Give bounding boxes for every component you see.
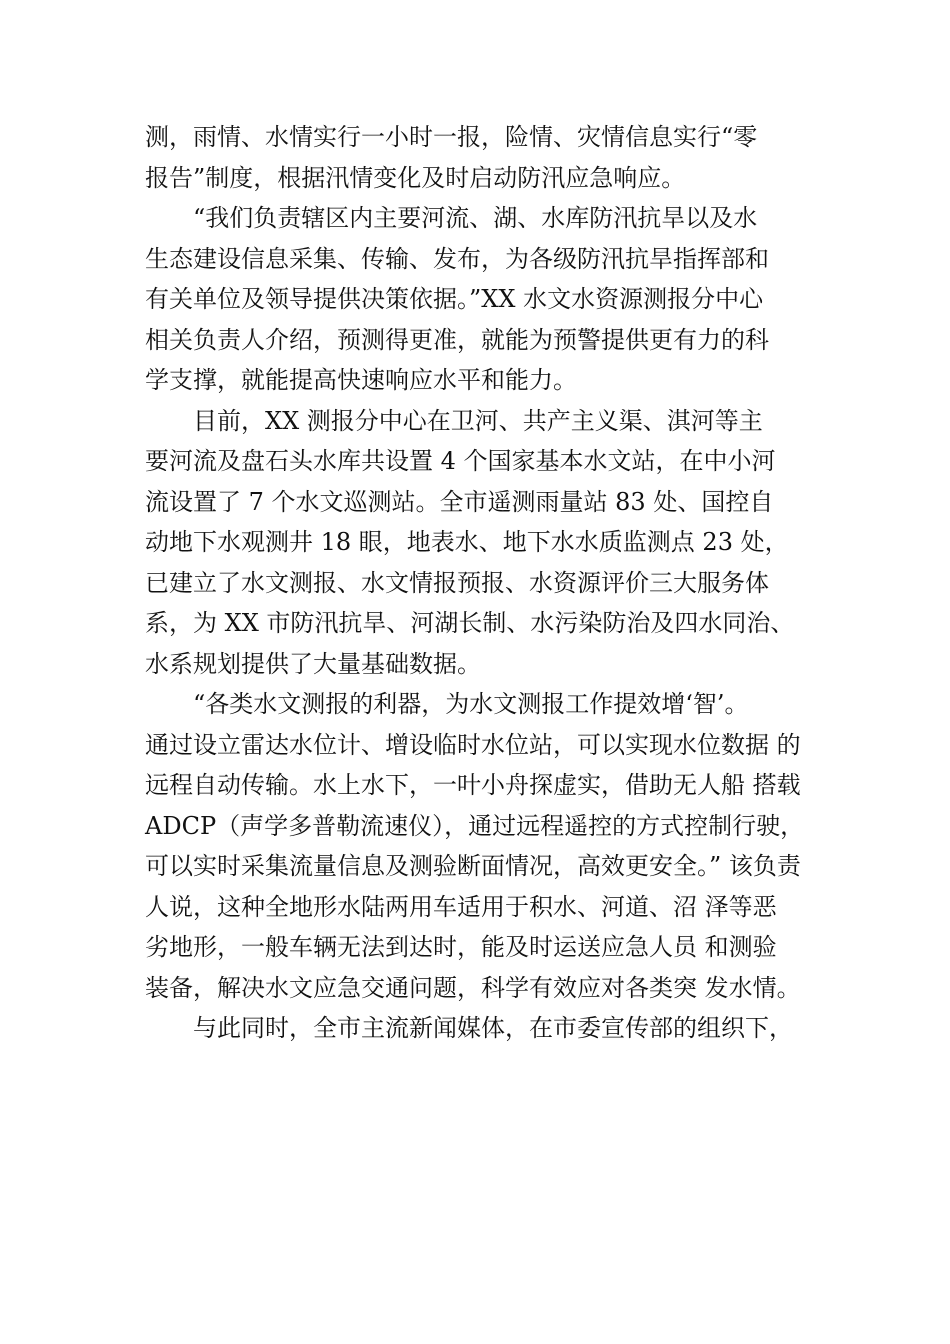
- text-line: 生态建设信息采集、传输、发布，为各级防汛抗旱指挥部和: [145, 244, 769, 273]
- text-line: ADCP（声学多普勒流速仪），通过远程遥控的方式控制行驶，: [145, 811, 805, 840]
- text-line: “各类水文测报的利器，为水文测报工作提效增‘智’。: [193, 690, 749, 718]
- text-line: 学支撑，就能提高快速响应水平和能力。: [145, 366, 577, 394]
- text-line: “我们负责辖区内主要河流、湖、水库防汛抗旱以及水: [193, 204, 758, 232]
- text-line: 流设置了 7 个水文巡测站。全市遥测雨量站 83 处、国控自: [145, 487, 774, 516]
- text-line: 通过设立雷达水位计、增设临时水位站，可以实现水位数据 的: [145, 730, 801, 759]
- document-body: [145, 117, 830, 1049]
- text-line: 已建立了水文测报、水文情报预报、水资源评价三大服务体: [145, 568, 769, 597]
- text-line: 装备，解决水文应急交通问题，科学有效应对各类突 发水情。: [145, 973, 801, 1002]
- text-line: 动地下水观测井 18 眼，地表水、地下水水质监测点 23 处，: [145, 528, 789, 556]
- text-line: 人说，这种全地形水陆两用车适用于积水、河道、沼 泽等恶: [145, 892, 777, 921]
- text-line: 与此同时，全市主流新闻媒体，在市委宣传部的组织下，: [193, 1014, 793, 1042]
- text-line: 报告”制度，根据汛情变化及时启动防汛应急响应。: [145, 163, 686, 192]
- text-line: 水系规划提供了大量基础数据。: [145, 649, 481, 678]
- text-line: 要河流及盘石头水库共设置 4 个国家基本水文站，在中小河: [145, 447, 776, 475]
- text-line: 有关单位及领导提供决策依据。”XX 水文水资源测报分中心: [145, 285, 764, 313]
- text-line: 系，为 XX 市防汛抗旱、河湖长制、水污染防治及四水同治、: [145, 609, 795, 637]
- text-line: 测，雨情、水情实行一小时一报，险情、灾情信息实行“零: [145, 123, 758, 151]
- text-line: 目前，XX 测报分中心在卫河、共产主义渠、淇河等主: [193, 406, 763, 435]
- text-line: 可以实时采集流量信息及测验断面情况，高效更安全。” 该负责: [145, 852, 801, 880]
- text-line: 相关负责人介绍，预测得更准，就能为预警提供更有力的科: [145, 325, 769, 354]
- text-line: 劣地形，一般车辆无法到达时，能及时运送应急人员 和测验: [145, 933, 777, 961]
- text-line: 远程自动传输。水上水下，一叶小舟探虚实，借助无人船 搭载: [145, 771, 801, 799]
